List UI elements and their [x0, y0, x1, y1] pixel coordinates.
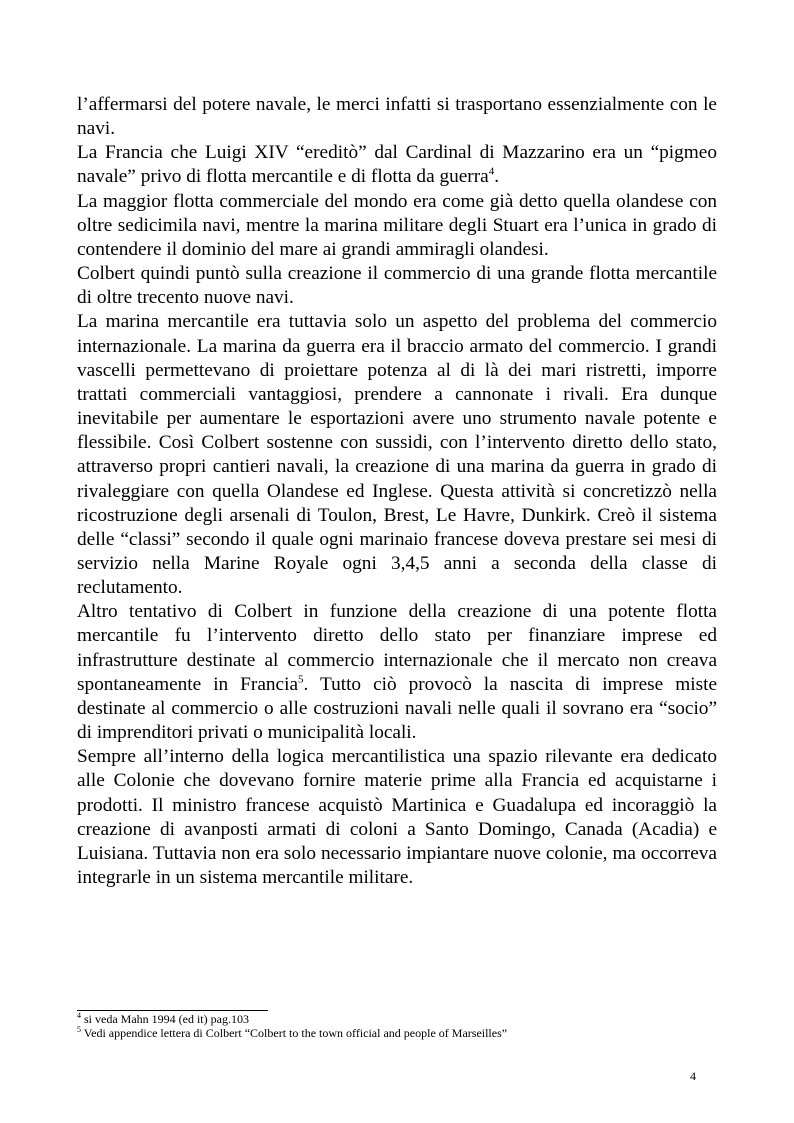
footnote-reference[interactable]: 4: [488, 166, 495, 179]
footnote-mark: 4: [77, 1011, 81, 1020]
body-text: [77, 93, 717, 890]
footnote: $^5$ Vedi appendice lettera di Colbert “Colbert to the town official and people of Marseilles”: [77, 1025, 508, 1040]
paragraph: Altro tentativo di Colbert in funzione della creazione di una potente flotta mercantile fu l’intervento diretto dello stato per finanziare imprese ed infrastrutture destinate al commercio internazionale che il mercato non creava spontaneamente in Francia$^5$. Tutto ciò provocò la nascita di imprese miste destinate al commercio o alle costruzioni navali nelle quali il sovrano era “socio” di imprenditori privati o municipalità locali.: [77, 601, 717, 744]
footnote-reference[interactable]: 5: [298, 673, 304, 686]
paragraph: l’affermarsi del potere navale, le merci infatti si trasportano essenzialmente con le navi.: [77, 94, 717, 140]
page-number: 4: [690, 1069, 696, 1083]
footnote-divider: [77, 1010, 268, 1011]
paragraph: La marina mercantile era tuttavia solo un aspetto del problema del commercio internazionale. La marina da guerra era il braccio armato del commercio. I grandi vascelli permettevano di proiettare potenza al di là dei mari ristretti, imporre trattati commerciali vantaggiosi, prendere a cannonate i rivali. Era dunque inevitabile per aumentare le esportazioni avere uno strumento navale potente e flessibile. Così Colbert sostenne con sussidi, con l’intervento diretto dello stato, attraverso propri cantieri navali, la creazione di una marina da guerra in grado di rivaleggiare con quella Olandese ed Inglese. Questa attività si concretizzò nella ricostruzione degli arsenali di Toulon, Brest, Le Havre, Dunkirk. Creò il sistema delle “classi” secondo il quale ogni marinaio francese doveva prestare sei mesi di servizio nella Marine Royale ogni 3,4,5 anni a seconda della classe di reclutamento.: [77, 311, 717, 599]
paragraph: Sempre all’interno della logica mercantilistica una spazio rilevante era dedicato alle Colonie che dovevano fornire materie prime alla Francia ed acquistarne i prodotti. Il ministro francese acquistò Martinica e Guadalupa ed incoraggiò la creazione di avanposti armati di coloni a Santo Domingo, Canada (Acadia) e Luisiana. Tuttavia non era solo necessario impiantare nuove colonie, ma occorreva integrarle in un sistema mercantile militare.: [77, 746, 717, 888]
paragraph: La maggior flotta commerciale del mondo era come già detto quella olandese con oltre sedicimila navi, mentre la marina militare degli Stuart era l’unica in grado di contendere il dominio del mare ai grandi ammiragli olandesi.: [77, 190, 717, 260]
footnote-mark: 5: [77, 1025, 81, 1034]
paragraph: La Francia che Luigi XIV “ereditò” dal Cardinal di Mazzarino era un “pigmeo navale” privo di flotta mercantile e di flotta da guerra$^4$.: [77, 142, 717, 188]
footnote: $^4$ si veda Mahn 1994 (ed it) pag.103: [77, 1011, 249, 1026]
footnotes: [77, 1012, 717, 1040]
paragraph: Colbert quindi puntò sulla creazione il commercio di una grande flotta mercantile di oltre trecento nuove navi.: [77, 263, 717, 309]
